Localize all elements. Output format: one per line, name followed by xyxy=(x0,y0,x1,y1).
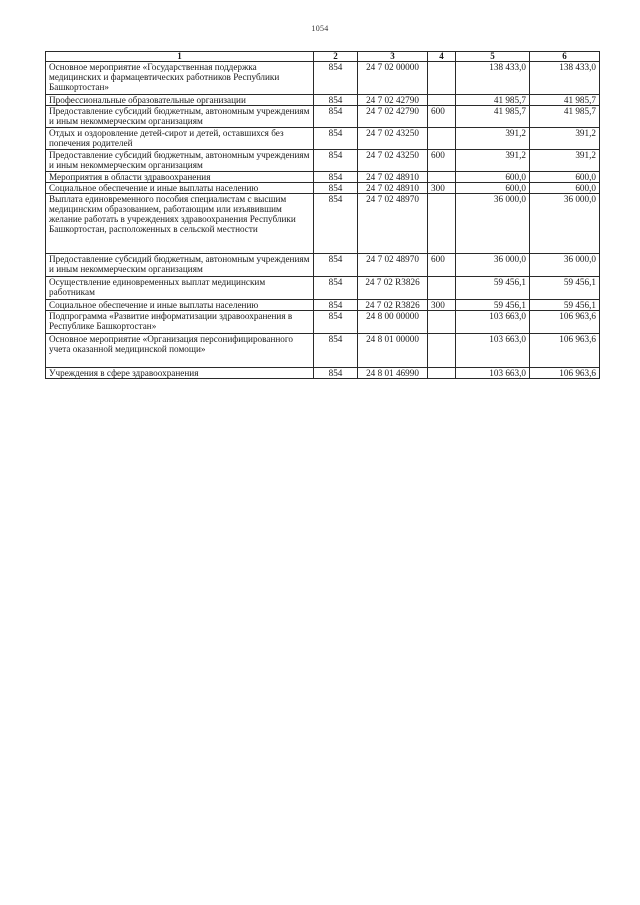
row-name: Учреждения в сфере здравоохранения xyxy=(46,368,314,379)
row-target-code: 24 8 01 00000 xyxy=(358,334,428,368)
row-value-5: 36 000,0 xyxy=(456,254,530,277)
row-target-code: 24 7 02 00000 xyxy=(358,62,428,95)
row-name: Социальное обеспечение и иные выплаты населению xyxy=(46,183,314,194)
row-name: Мероприятия в области здравоохранения xyxy=(46,172,314,183)
row-value-5: 391,2 xyxy=(456,128,530,150)
row-value-6: 36 000,0 xyxy=(530,194,600,254)
row-ministry-code: 854 xyxy=(314,300,358,311)
row-expense-type xyxy=(428,194,456,254)
row-expense-type xyxy=(428,311,456,334)
row-ministry-code: 854 xyxy=(314,95,358,106)
row-ministry-code: 854 xyxy=(314,277,358,300)
row-name: Социальное обеспечение и иные выплаты населению xyxy=(46,300,314,311)
row-target-code: 24 8 01 46990 xyxy=(358,368,428,379)
row-expense-type xyxy=(428,128,456,150)
row-name: Подпрограмма «Развитие информатизации здравоохранения в Республике Башкортостан» xyxy=(46,311,314,334)
table-row xyxy=(46,183,600,194)
row-value-6: 600,0 xyxy=(530,172,600,183)
row-value-5: 59 456,1 xyxy=(456,300,530,311)
row-ministry-code: 854 xyxy=(314,183,358,194)
row-value-5: 103 663,0 xyxy=(456,311,530,334)
row-expense-type xyxy=(428,334,456,368)
row-target-code: 24 7 02 48910 xyxy=(358,183,428,194)
table-row xyxy=(46,62,600,95)
row-name: Предоставление субсидий бюджетным, автономным учреждениям и иным некоммерческим организациям xyxy=(46,254,314,277)
row-expense-type xyxy=(428,277,456,300)
row-name: Осуществление единовременных выплат медицинским работникам xyxy=(46,277,314,300)
page-number: 1054 xyxy=(311,24,329,33)
row-ministry-code: 854 xyxy=(314,334,358,368)
row-name: Основное мероприятие «Организация персонифицированного учета оказанной медицинской помощи» xyxy=(46,334,314,368)
row-value-5: 600,0 xyxy=(456,172,530,183)
row-value-5: 36 000,0 xyxy=(456,194,530,254)
table-row xyxy=(46,194,600,254)
row-value-6: 59 456,1 xyxy=(530,277,600,300)
column-header-6: 6 xyxy=(530,52,600,62)
table-row xyxy=(46,172,600,183)
table-row xyxy=(46,106,600,128)
table-row xyxy=(46,95,600,106)
row-target-code: 24 7 02 48910 xyxy=(358,172,428,183)
column-header-4: 4 xyxy=(428,52,456,62)
row-ministry-code: 854 xyxy=(314,106,358,128)
row-expense-type: 300 xyxy=(428,183,456,194)
row-expense-type xyxy=(428,172,456,183)
row-value-6: 41 985,7 xyxy=(530,95,600,106)
row-value-6: 59 456,1 xyxy=(530,300,600,311)
table-row xyxy=(46,300,600,311)
table-row xyxy=(46,254,600,277)
row-ministry-code: 854 xyxy=(314,62,358,95)
row-name: Профессиональные образовательные организации xyxy=(46,95,314,106)
row-expense-type: 600 xyxy=(428,106,456,128)
row-value-5: 103 663,0 xyxy=(456,368,530,379)
column-header-5: 5 xyxy=(456,52,530,62)
row-target-code: 24 7 02 48970 xyxy=(358,254,428,277)
row-value-6: 138 433,0 xyxy=(530,62,600,95)
row-value-6: 106 963,6 xyxy=(530,368,600,379)
row-value-5: 391,2 xyxy=(456,150,530,172)
row-expense-type xyxy=(428,62,456,95)
table-row xyxy=(46,368,600,379)
row-target-code: 24 7 02 43250 xyxy=(358,150,428,172)
row-target-code: 24 7 02 42790 xyxy=(358,106,428,128)
row-target-code: 24 7 02 R3826 xyxy=(358,300,428,311)
table-row xyxy=(46,150,600,172)
row-value-5: 103 663,0 xyxy=(456,334,530,368)
row-name: Основное мероприятие «Государственная поддержка медицинских и фармацевтических работников Республики Башкортостан» xyxy=(46,62,314,95)
row-value-5: 138 433,0 xyxy=(456,62,530,95)
row-target-code: 24 7 02 42790 xyxy=(358,95,428,106)
row-ministry-code: 854 xyxy=(314,172,358,183)
row-expense-type: 300 xyxy=(428,300,456,311)
row-ministry-code: 854 xyxy=(314,150,358,172)
row-ministry-code: 854 xyxy=(314,194,358,254)
row-value-6: 391,2 xyxy=(530,128,600,150)
table-row xyxy=(46,277,600,300)
row-target-code: 24 8 00 00000 xyxy=(358,311,428,334)
table-header-row xyxy=(46,52,600,62)
row-value-6: 106 963,6 xyxy=(530,311,600,334)
budget-table xyxy=(45,51,600,379)
row-value-5: 41 985,7 xyxy=(456,95,530,106)
row-ministry-code: 854 xyxy=(314,128,358,150)
row-ministry-code: 854 xyxy=(314,311,358,334)
row-ministry-code: 854 xyxy=(314,368,358,379)
row-expense-type: 600 xyxy=(428,254,456,277)
row-target-code: 24 7 02 48970 xyxy=(358,194,428,254)
row-value-6: 106 963,6 xyxy=(530,334,600,368)
row-name: Выплата единовременного пособия специалистам с высшим медицинским образованием, работающим или изъявившим желание работать в учреждениях здравоохранения Республики Башкортостан, расположенных в сельской местности xyxy=(46,194,314,254)
column-header-1: 1 xyxy=(46,52,314,62)
row-value-6: 41 985,7 xyxy=(530,106,600,128)
table-row xyxy=(46,311,600,334)
row-value-5: 41 985,7 xyxy=(456,106,530,128)
row-name: Отдых и оздоровление детей-сирот и детей, оставшихся без попечения родителей xyxy=(46,128,314,150)
row-ministry-code: 854 xyxy=(314,254,358,277)
row-value-6: 36 000,0 xyxy=(530,254,600,277)
column-header-3: 3 xyxy=(358,52,428,62)
table-row xyxy=(46,128,600,150)
row-value-5: 59 456,1 xyxy=(456,277,530,300)
row-expense-type xyxy=(428,368,456,379)
table-row xyxy=(46,334,600,368)
row-name: Предоставление субсидий бюджетным, автономным учреждениям и иным некоммерческим организациям xyxy=(46,150,314,172)
row-value-5: 600,0 xyxy=(456,183,530,194)
row-target-code: 24 7 02 43250 xyxy=(358,128,428,150)
row-value-6: 391,2 xyxy=(530,150,600,172)
row-name: Предоставление субсидий бюджетным, автономным учреждениям и иным некоммерческим организациям xyxy=(46,106,314,128)
row-value-6: 600,0 xyxy=(530,183,600,194)
row-expense-type: 600 xyxy=(428,150,456,172)
column-header-2: 2 xyxy=(314,52,358,62)
row-target-code: 24 7 02 R3826 xyxy=(358,277,428,300)
row-expense-type xyxy=(428,95,456,106)
